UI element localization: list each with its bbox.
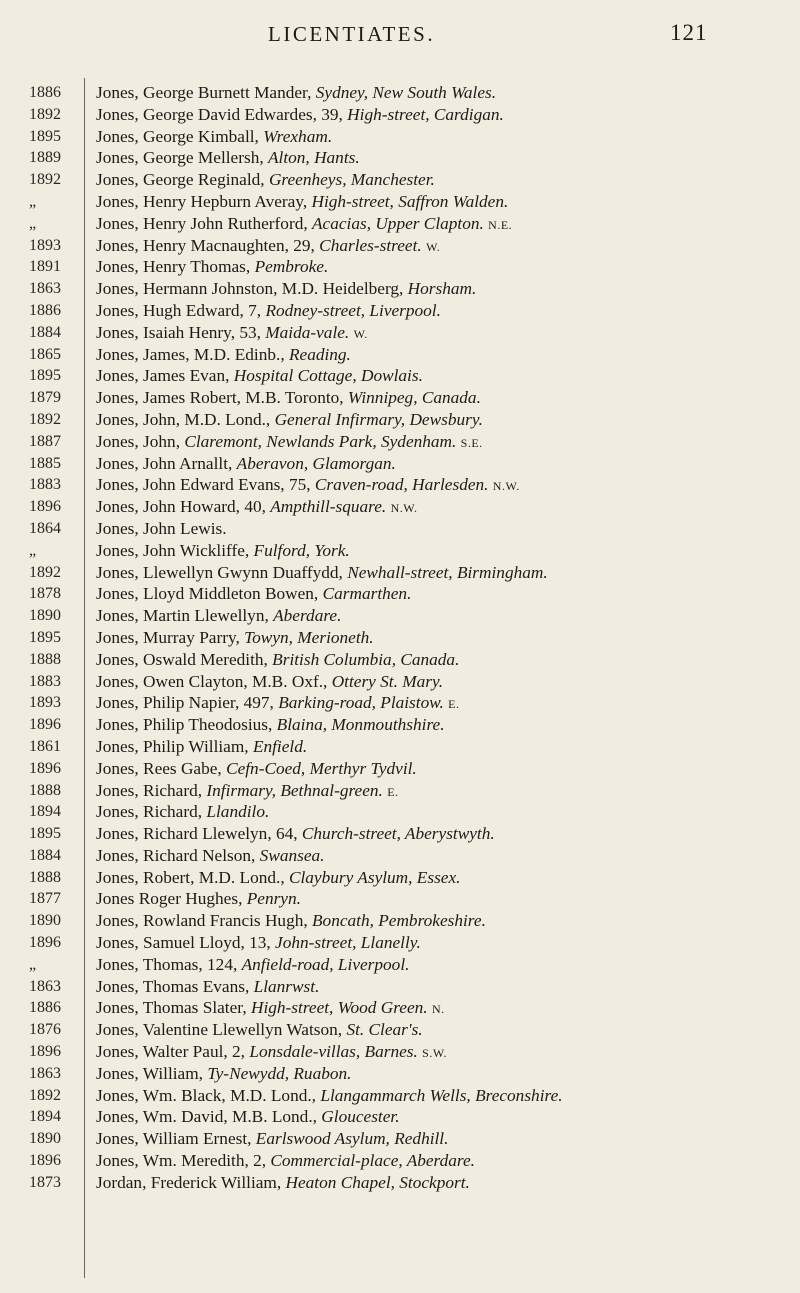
entry-name: Jones, George Mellersh, bbox=[96, 148, 268, 168]
entry-name: Jones, William Ernest, bbox=[96, 1129, 256, 1149]
entry-text bbox=[96, 932, 421, 954]
entry-name: Jones, John, bbox=[96, 431, 185, 451]
entry-name: Jones, Wm. David, M.B. Lond., bbox=[96, 1107, 322, 1127]
entry-text bbox=[96, 888, 301, 910]
entry-address: Claremont, Newlands Park, Sydenham. bbox=[184, 431, 457, 451]
entry-address: Infirmary, Bethnal-green. bbox=[206, 780, 383, 800]
entry-text bbox=[96, 910, 486, 932]
entry-name: Jones, Henry Hepburn Averay, bbox=[96, 191, 312, 211]
entry-text bbox=[96, 1172, 470, 1194]
entry-year: 1896 bbox=[29, 1043, 61, 1061]
list-item bbox=[0, 932, 800, 954]
entry-address: Enfield. bbox=[252, 736, 308, 756]
entry-name: Jones, Wm. Meredith, 2, bbox=[96, 1151, 271, 1171]
entry-district: S.E. bbox=[460, 435, 483, 450]
entry-address: Greenheys, Manchester. bbox=[268, 170, 435, 190]
entry-text bbox=[96, 823, 495, 845]
entry-year: 1892 bbox=[29, 105, 61, 123]
entry-address: Blaina, Monmouthshire. bbox=[276, 715, 445, 735]
entry-address: Penryn. bbox=[246, 889, 301, 909]
entry-address: Aberdare. bbox=[273, 606, 342, 626]
entry-name: Jones, John, M.D. Lond., bbox=[96, 409, 275, 429]
entry-text bbox=[96, 344, 351, 366]
entry-address: Wrexham. bbox=[263, 126, 333, 146]
list-item bbox=[0, 82, 800, 104]
entry-name: Jones Roger Hughes, bbox=[96, 889, 247, 909]
entry-name: Jones, George Burnett Mander, bbox=[96, 83, 316, 102]
entry-year: „ bbox=[29, 192, 37, 210]
entry-address: Claybury Asylum, Essex. bbox=[288, 867, 461, 887]
entry-name: Jones, Rees Gabe, bbox=[96, 758, 227, 778]
licentiate-list bbox=[0, 82, 800, 1194]
entry-district: W. bbox=[426, 239, 441, 254]
list-item bbox=[0, 649, 800, 671]
entry-name: Jones, Lloyd Middleton Bowen, bbox=[96, 584, 323, 604]
entry-text bbox=[96, 278, 476, 300]
entry-year: 1896 bbox=[29, 1152, 61, 1170]
entry-year: 1884 bbox=[29, 323, 61, 341]
entry-name: Jones, John Wickliffe, bbox=[96, 540, 254, 560]
entry-text bbox=[96, 736, 307, 758]
entry-text bbox=[96, 322, 368, 346]
entry-text bbox=[96, 801, 269, 823]
list-item bbox=[0, 518, 800, 540]
entry-address: Reading. bbox=[288, 344, 351, 364]
entry-text bbox=[96, 169, 435, 191]
list-item bbox=[0, 1041, 800, 1063]
entry-name: Jones, Martin Llewellyn, bbox=[96, 606, 274, 626]
entry-district: E. bbox=[448, 697, 460, 712]
list-item bbox=[0, 692, 800, 714]
entry-address: Ampthill-square. bbox=[270, 497, 387, 517]
entry-address: Winnipeg, Canada. bbox=[347, 388, 481, 408]
entry-year: 1879 bbox=[29, 389, 61, 407]
entry-address: Llangammarch Wells, Breconshire. bbox=[320, 1085, 563, 1105]
entry-year: 1861 bbox=[29, 737, 61, 755]
entry-year: 1873 bbox=[29, 1173, 61, 1191]
entry-address: Lonsdale-villas, Barnes. bbox=[249, 1042, 418, 1062]
entry-address: Carmarthen. bbox=[322, 584, 412, 604]
entry-text bbox=[96, 692, 459, 716]
list-item bbox=[0, 344, 800, 366]
entry-text bbox=[96, 997, 445, 1021]
entry-address: Pembroke. bbox=[254, 257, 329, 277]
list-item bbox=[0, 496, 800, 518]
entry-year: 1896 bbox=[29, 934, 61, 952]
list-item bbox=[0, 736, 800, 758]
list-item bbox=[0, 976, 800, 998]
entry-text bbox=[96, 780, 399, 804]
list-item bbox=[0, 453, 800, 475]
entry-address: Ty-Newydd, Ruabon. bbox=[207, 1063, 352, 1083]
entry-name: Jones, Walter Paul, 2, bbox=[96, 1042, 250, 1062]
list-item bbox=[0, 431, 800, 453]
entry-year: 1896 bbox=[29, 716, 61, 734]
entry-year: 1888 bbox=[29, 781, 61, 799]
page-number: 121 bbox=[670, 20, 708, 45]
entry-address: Aberavon, Glamorgan. bbox=[236, 453, 396, 473]
entry-year: 1864 bbox=[29, 519, 61, 537]
entry-address: Cefn-Coed, Merthyr Tydvil. bbox=[226, 758, 417, 778]
entry-text bbox=[96, 540, 350, 562]
list-item bbox=[0, 474, 800, 496]
entry-name: Jones, John Arnallt, bbox=[96, 453, 237, 473]
entry-address: Charles-street. bbox=[319, 235, 422, 255]
entry-address: Commercial-place, Aberdare. bbox=[270, 1151, 475, 1171]
entry-address: Ottery St. Mary. bbox=[331, 671, 444, 691]
entry-year: 1884 bbox=[29, 846, 61, 864]
entry-text bbox=[96, 1128, 448, 1150]
list-item bbox=[0, 780, 800, 802]
entry-year: 1885 bbox=[29, 454, 61, 472]
entry-year: 1863 bbox=[29, 977, 61, 995]
entry-district: N.W. bbox=[390, 501, 418, 516]
entry-year: 1894 bbox=[29, 1108, 61, 1126]
entry-text bbox=[96, 191, 508, 213]
entry-name: Jones, Henry Macnaughten, 29, bbox=[96, 235, 320, 255]
entry-address: General Infirmary, Dewsbury. bbox=[274, 409, 483, 429]
entry-text bbox=[96, 453, 396, 475]
entry-name: Jones, George David Edwardes, 39, bbox=[96, 104, 348, 124]
list-item bbox=[0, 169, 800, 191]
list-item bbox=[0, 888, 800, 910]
entry-year: 1893 bbox=[29, 694, 61, 712]
entry-text bbox=[96, 976, 319, 998]
entry-text bbox=[96, 82, 496, 104]
list-item bbox=[0, 671, 800, 693]
entry-year: 1878 bbox=[29, 585, 61, 603]
entry-text bbox=[96, 213, 512, 237]
entry-text bbox=[96, 496, 417, 520]
entry-name: Jones, James Evan, bbox=[96, 366, 234, 386]
entry-year: 1876 bbox=[29, 1021, 61, 1039]
entry-address: Swansea. bbox=[259, 845, 325, 865]
entry-address: Acacias, Upper Clapton. bbox=[311, 213, 484, 233]
entry-address: British Columbia, Canada. bbox=[272, 649, 460, 669]
entry-text bbox=[96, 627, 374, 649]
entry-address: Alton, Hants. bbox=[267, 148, 360, 168]
entry-name: Jones, Samuel Lloyd, 13, bbox=[96, 933, 276, 953]
entry-name: Jones, Richard, bbox=[96, 802, 207, 822]
list-item bbox=[0, 758, 800, 780]
entry-name: Jones, Valentine Llewellyn Watson, bbox=[96, 1020, 347, 1040]
list-item bbox=[0, 997, 800, 1019]
entry-address: John-street, Llanelly. bbox=[275, 933, 421, 953]
entry-year: 1896 bbox=[29, 759, 61, 777]
entry-name: Jones, Oswald Meredith, bbox=[96, 649, 273, 669]
entry-year: 1892 bbox=[29, 1086, 61, 1104]
entry-text bbox=[96, 126, 332, 148]
entry-text bbox=[96, 365, 423, 387]
list-item bbox=[0, 910, 800, 932]
entry-address: Horsham. bbox=[407, 279, 477, 299]
entry-text bbox=[96, 1041, 447, 1065]
entry-name: Jones, James Robert, M.B. Toronto, bbox=[96, 388, 348, 408]
list-item bbox=[0, 1063, 800, 1085]
entry-name: Jones, Philip William, bbox=[96, 736, 253, 756]
entry-text bbox=[96, 147, 360, 169]
entry-name: Jones, John Lewis. bbox=[96, 518, 227, 538]
entry-name: Jones, Henry John Rutherford, bbox=[96, 213, 312, 233]
entry-year: 1890 bbox=[29, 607, 61, 625]
entry-year: 1877 bbox=[29, 890, 61, 908]
entry-text bbox=[96, 1085, 563, 1107]
entry-text bbox=[96, 256, 328, 278]
list-item bbox=[0, 1128, 800, 1150]
entry-address: High-street, Saffron Walden. bbox=[311, 191, 509, 211]
entry-name: Jones, John Howard, 40, bbox=[96, 497, 271, 517]
entry-year: „ bbox=[29, 214, 37, 232]
entry-year: 1888 bbox=[29, 650, 61, 668]
list-item bbox=[0, 126, 800, 148]
list-item bbox=[0, 1019, 800, 1041]
entry-district: N.W. bbox=[492, 479, 520, 494]
list-item bbox=[0, 147, 800, 169]
list-item bbox=[0, 300, 800, 322]
entry-address: Heaton Chapel, Stockport. bbox=[285, 1172, 470, 1192]
running-title: LICENTIATES. bbox=[268, 22, 436, 46]
list-item bbox=[0, 605, 800, 627]
list-item bbox=[0, 322, 800, 344]
list-item bbox=[0, 562, 800, 584]
entry-year: „ bbox=[29, 541, 37, 559]
entry-name: Jones, Thomas, 124, bbox=[96, 954, 242, 974]
list-item bbox=[0, 845, 800, 867]
list-item bbox=[0, 1085, 800, 1107]
entry-text bbox=[96, 671, 443, 693]
entry-year: 1888 bbox=[29, 868, 61, 886]
entry-text bbox=[96, 714, 445, 736]
entry-address: Llandilo. bbox=[206, 802, 270, 822]
list-item bbox=[0, 235, 800, 257]
list-item bbox=[0, 213, 800, 235]
entry-text bbox=[96, 1019, 423, 1041]
entry-text bbox=[96, 845, 324, 867]
entry-address: High-street, Wood Green. bbox=[250, 998, 428, 1018]
list-item bbox=[0, 1106, 800, 1128]
entry-name: Jones, George Reginald, bbox=[96, 170, 269, 190]
entry-year: „ bbox=[29, 955, 37, 973]
entry-name: Jones, Thomas Evans, bbox=[96, 976, 254, 996]
list-item bbox=[0, 104, 800, 126]
entry-year: 1890 bbox=[29, 1130, 61, 1148]
entry-year: 1890 bbox=[29, 912, 61, 930]
entry-name: Jones, Richard Nelson, bbox=[96, 845, 260, 865]
entry-address: Earlswood Asylum, Redhill. bbox=[255, 1129, 449, 1149]
entry-name: Jones, William, bbox=[96, 1063, 208, 1083]
entry-address: Hospital Cottage, Dowlais. bbox=[233, 366, 423, 386]
entry-address: Rodney-street, Liverpool. bbox=[265, 300, 441, 320]
entry-text bbox=[96, 605, 341, 627]
list-item bbox=[0, 387, 800, 409]
list-item bbox=[0, 1150, 800, 1172]
entry-address: Craven-road, Harlesden. bbox=[314, 475, 489, 495]
entry-text bbox=[96, 758, 417, 780]
entry-year: 1883 bbox=[29, 476, 61, 494]
entry-name: Jones, John Edward Evans, 75, bbox=[96, 475, 315, 495]
entry-name: Jones, Philip Theodosius, bbox=[96, 715, 277, 735]
entry-year: 1889 bbox=[29, 149, 61, 167]
entry-address: Anfield-road, Liverpool. bbox=[241, 954, 410, 974]
entry-year: 1886 bbox=[29, 999, 61, 1017]
list-item bbox=[0, 540, 800, 562]
list-item bbox=[0, 954, 800, 976]
entry-address: Towyn, Merioneth. bbox=[244, 627, 374, 647]
entry-text bbox=[96, 649, 459, 671]
entry-year: 1892 bbox=[29, 410, 61, 428]
list-item bbox=[0, 409, 800, 431]
entry-name: Jones, Murray Parry, bbox=[96, 627, 245, 647]
entry-text bbox=[96, 1150, 475, 1172]
list-item bbox=[0, 714, 800, 736]
entry-year: 1895 bbox=[29, 825, 61, 843]
entry-name: Jones, Hugh Edward, 7, bbox=[96, 300, 266, 320]
entry-year: 1883 bbox=[29, 672, 61, 690]
entry-district: N.E. bbox=[488, 217, 513, 232]
entry-year: 1892 bbox=[29, 171, 61, 189]
entry-district: S.W. bbox=[422, 1046, 448, 1061]
entry-district: W. bbox=[353, 326, 368, 341]
entry-text bbox=[96, 518, 227, 540]
entry-text bbox=[96, 583, 411, 605]
list-item bbox=[0, 627, 800, 649]
entry-year: 1894 bbox=[29, 803, 61, 821]
entry-name: Jones, Llewellyn Gwynn Duaffydd, bbox=[96, 562, 348, 582]
entry-name: Jones, George Kimball, bbox=[96, 126, 264, 146]
entry-address: Fulford, York. bbox=[253, 540, 350, 560]
entry-name: Jones, Thomas Slater, bbox=[96, 998, 251, 1018]
entry-address: High-street, Cardigan. bbox=[347, 104, 504, 124]
entry-text bbox=[96, 474, 520, 498]
entry-year: 1895 bbox=[29, 127, 61, 145]
entry-address: Barking-road, Plaistow. bbox=[278, 693, 444, 713]
entry-year: 1863 bbox=[29, 280, 61, 298]
entry-name: Jones, James, M.D. Edinb., bbox=[96, 344, 289, 364]
entry-text bbox=[96, 235, 440, 259]
entry-name: Jones, Isaiah Henry, 53, bbox=[96, 322, 266, 342]
entry-address: Gloucester. bbox=[321, 1107, 400, 1127]
entry-text bbox=[96, 431, 483, 455]
entry-name: Jones, Hermann Johnston, M.D. Heidelberg, bbox=[96, 279, 408, 299]
list-item bbox=[0, 191, 800, 213]
entry-name: Jones, Rowland Francis Hugh, bbox=[96, 911, 312, 931]
entry-text bbox=[96, 867, 460, 889]
entry-district: N. bbox=[431, 1002, 445, 1017]
list-item bbox=[0, 1172, 800, 1194]
entry-year: 1895 bbox=[29, 628, 61, 646]
list-item bbox=[0, 867, 800, 889]
entry-name: Jones, Wm. Black, M.D. Lond., bbox=[96, 1085, 321, 1105]
entry-district: E. bbox=[387, 784, 399, 799]
entry-text bbox=[96, 409, 483, 431]
entry-text bbox=[96, 954, 409, 976]
entry-address: St. Clear's. bbox=[346, 1020, 423, 1040]
entry-year: 1893 bbox=[29, 236, 61, 254]
entry-text bbox=[96, 1063, 351, 1085]
entry-year: 1892 bbox=[29, 563, 61, 581]
entry-name: Jones, Henry Thomas, bbox=[96, 257, 255, 277]
list-item bbox=[0, 256, 800, 278]
entry-text bbox=[96, 104, 504, 126]
entry-year: 1887 bbox=[29, 432, 61, 450]
entry-address: Newhall-street, Birmingham. bbox=[347, 562, 548, 582]
entry-year: 1886 bbox=[29, 84, 61, 101]
entry-address: Llanrwst. bbox=[253, 976, 320, 996]
entry-address: Maida-vale. bbox=[265, 322, 350, 342]
entry-address: Church-street, Aberystwyth. bbox=[301, 824, 495, 844]
list-item bbox=[0, 365, 800, 387]
entry-text bbox=[96, 300, 441, 322]
list-item bbox=[0, 278, 800, 300]
entry-name: Jones, Philip Napier, 497, bbox=[96, 693, 279, 713]
entry-year: 1891 bbox=[29, 258, 61, 276]
list-item bbox=[0, 823, 800, 845]
list-item bbox=[0, 583, 800, 605]
entry-name: Jordan, Frederick William, bbox=[96, 1172, 286, 1192]
entry-address: Sydney, New South Wales. bbox=[315, 83, 497, 102]
entry-text bbox=[96, 562, 548, 584]
entry-address: Boncath, Pembrokeshire. bbox=[312, 911, 486, 931]
list-item bbox=[0, 801, 800, 823]
entry-name: Jones, Owen Clayton, M.B. Oxf., bbox=[96, 671, 332, 691]
entry-year: 1886 bbox=[29, 301, 61, 319]
entry-year: 1865 bbox=[29, 345, 61, 363]
entry-name: Jones, Robert, M.D. Lond., bbox=[96, 867, 289, 887]
entry-name: Jones, Richard, bbox=[96, 780, 207, 800]
entry-text bbox=[96, 387, 481, 409]
page-header bbox=[0, 18, 800, 48]
entry-name: Jones, Richard Llewelyn, 64, bbox=[96, 824, 302, 844]
entry-year: 1863 bbox=[29, 1064, 61, 1082]
entry-text bbox=[96, 1106, 400, 1128]
entry-year: 1896 bbox=[29, 498, 61, 516]
entry-year: 1895 bbox=[29, 367, 61, 385]
